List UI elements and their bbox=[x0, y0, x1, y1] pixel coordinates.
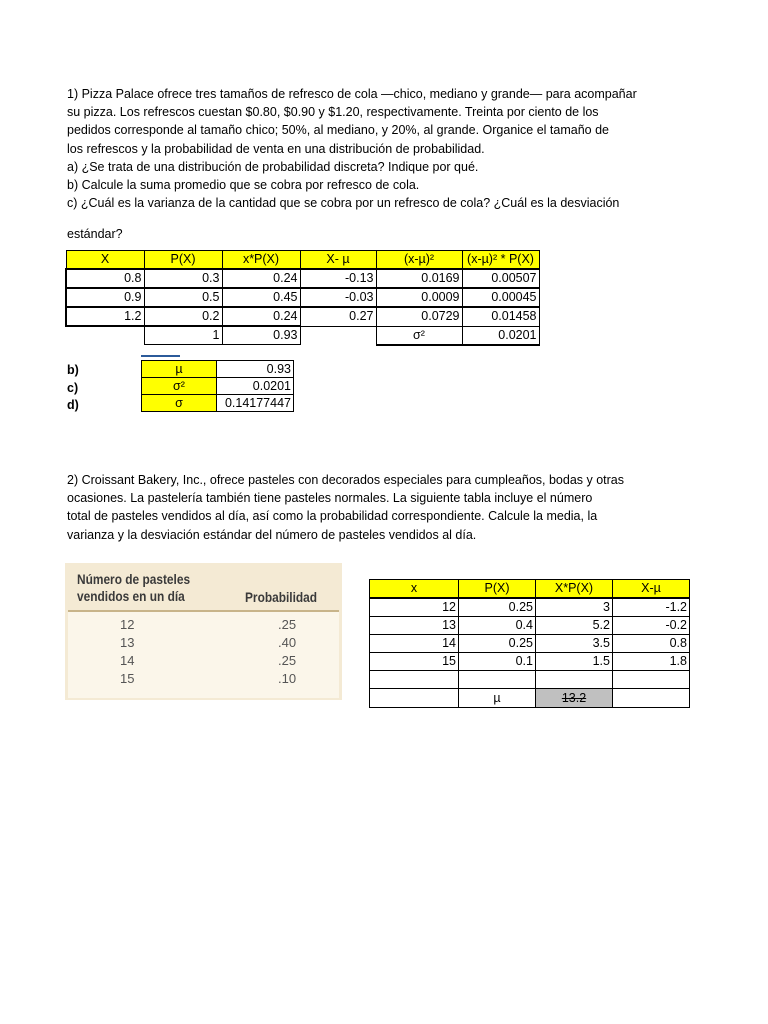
textbook-cell: .40 bbox=[278, 635, 297, 650]
table-cell bbox=[370, 689, 459, 708]
table-cell: 0.8 bbox=[66, 269, 144, 288]
header-cell: X*P(X) bbox=[536, 580, 613, 599]
table-cell: 14 bbox=[370, 635, 459, 653]
table-cell: 0.01458 bbox=[462, 307, 539, 326]
header-cell: X bbox=[66, 251, 144, 270]
mean-value: 13.2 bbox=[536, 689, 613, 708]
table-row bbox=[370, 653, 690, 671]
header-cell: X-µ bbox=[613, 580, 690, 599]
table-cell bbox=[613, 689, 690, 708]
textbook-cell: 15 bbox=[120, 671, 135, 686]
table-cell: 0.8 bbox=[613, 635, 690, 653]
summary-symbol: σ bbox=[142, 395, 217, 412]
summary-symbol: µ bbox=[142, 361, 217, 378]
table-cell: 0.24 bbox=[222, 307, 300, 326]
problem1-line: b) Calcule la suma promedio que se cobra por refresco de cola. bbox=[67, 178, 420, 193]
problem2-statement bbox=[67, 471, 624, 544]
header-cell: P(X) bbox=[144, 251, 222, 270]
table-cell bbox=[459, 671, 536, 689]
sigma-squared-value: 0.0201 bbox=[462, 326, 539, 345]
summary-row bbox=[142, 395, 294, 412]
problem2-line: total de pasteles vendidos al día, así como la probabilidad correspondiente. Calcule la media, la bbox=[67, 509, 598, 524]
textbook-cell: .10 bbox=[278, 671, 297, 686]
problem1-line: c) ¿Cuál es la varianza de la cantidad que se cobra por un refresco de cola? ¿Cuál es la desviación bbox=[67, 196, 620, 211]
problem1-line: 1) Pizza Palace ofrece tres tamaños de refresco de cola —chico, mediano y grande— para acompañar bbox=[67, 87, 637, 101]
header-cell: P(X) bbox=[459, 580, 536, 599]
summary-top-rule bbox=[141, 355, 180, 357]
problem1-line: los refrescos y la probabilidad de venta en una distribución de probabilidad. bbox=[67, 141, 485, 156]
textbook-header-line: vendidos en un día bbox=[77, 588, 185, 604]
header-cell: x*P(X) bbox=[222, 251, 300, 270]
textbook-header-count bbox=[77, 571, 190, 605]
table-header-row bbox=[370, 580, 690, 599]
summary-symbol: σ² bbox=[142, 378, 217, 395]
header-cell: (x-µ)² * P(X) bbox=[462, 251, 539, 270]
textbook-probability-column bbox=[278, 616, 296, 688]
answer-label: d) bbox=[67, 398, 79, 412]
table-cell: 1.5 bbox=[536, 653, 613, 671]
table-cell bbox=[370, 671, 459, 689]
table-cell: 0.0729 bbox=[376, 307, 462, 326]
problem1-line: su pizza. Los refrescos cuestan $0.80, $0.90 y $1.20, respectivamente. Treinta por ciento de los bbox=[67, 105, 599, 120]
table-cell: -1.2 bbox=[613, 598, 690, 617]
table-cell: 0.9 bbox=[66, 288, 144, 307]
problem1-line: pedidos corresponde al tamaño chico; 50%, al mediano, y 20%, al grande. Organice el tamaño de bbox=[67, 123, 609, 138]
summary-value: 0.14177447 bbox=[217, 395, 294, 412]
problem2-line: 2) Croissant Bakery, Inc., ofrece pasteles con decorados especiales para cumpleaños, bodas y otras bbox=[67, 473, 625, 487]
table-cell: -0.2 bbox=[613, 617, 690, 635]
table-cell: -0.03 bbox=[300, 288, 376, 307]
table-cell: 1.8 bbox=[613, 653, 690, 671]
table-cell: 0.0169 bbox=[376, 269, 462, 288]
answer-label: c) bbox=[67, 380, 79, 395]
header-cell: X- µ bbox=[300, 251, 376, 270]
problem1-line: a) ¿Se trata de una distribución de probabilidad discreta? Indique por qué. bbox=[67, 159, 479, 174]
sum-xp-cell: 0.93 bbox=[222, 326, 300, 345]
table-cell: 0.24 bbox=[222, 269, 300, 288]
table-mean-row bbox=[370, 689, 690, 708]
textbook-cell: .25 bbox=[278, 653, 297, 668]
table-cell: -0.13 bbox=[300, 269, 376, 288]
table-cell: 0.25 bbox=[459, 598, 536, 617]
table-cell bbox=[613, 671, 690, 689]
table-row bbox=[370, 617, 690, 635]
sigma-squared-label: σ² bbox=[376, 326, 462, 345]
table-cell: 15 bbox=[370, 653, 459, 671]
mean-label: µ bbox=[459, 689, 536, 708]
textbook-cell: .25 bbox=[278, 617, 297, 632]
problem2-line: ocasiones. La pastelería también tiene pasteles normales. La siguiente tabla incluye el número bbox=[67, 491, 593, 506]
table-cell: 0.5 bbox=[144, 288, 222, 307]
table-header-row bbox=[66, 251, 539, 270]
textbook-header-probability: Probabilidad bbox=[245, 589, 318, 605]
header-cell: x bbox=[370, 580, 459, 599]
textbook-count-column bbox=[120, 616, 134, 688]
table-row bbox=[370, 635, 690, 653]
probability-table-1 bbox=[65, 250, 540, 346]
answer-labels bbox=[67, 362, 79, 415]
summary-value: 0.93 bbox=[217, 361, 294, 378]
probability-table-2 bbox=[369, 579, 690, 708]
summary-row bbox=[142, 378, 294, 395]
table-cell: 3.5 bbox=[536, 635, 613, 653]
table-cell: 0.45 bbox=[222, 288, 300, 307]
table-cell: 0.25 bbox=[459, 635, 536, 653]
problem2-line: varianza y la desviación estándar del número de pasteles vendidos al día. bbox=[67, 527, 477, 542]
table-cell: 3 bbox=[536, 598, 613, 617]
problem1-last-line: estándar? bbox=[67, 227, 123, 241]
textbook-cell: 14 bbox=[120, 653, 135, 668]
table-cell: 0.00507 bbox=[462, 269, 539, 288]
textbook-cell: 13 bbox=[120, 635, 135, 650]
table-cell bbox=[536, 671, 613, 689]
answer-label: b) bbox=[67, 363, 79, 377]
sum-p-cell: 1 bbox=[144, 326, 222, 345]
table-sum-row bbox=[66, 326, 539, 345]
table-row bbox=[66, 307, 539, 326]
summary-value: 0.0201 bbox=[217, 378, 294, 395]
table-row bbox=[66, 288, 539, 307]
table-row bbox=[370, 598, 690, 617]
table-cell: 0.27 bbox=[300, 307, 376, 326]
summary-row bbox=[142, 361, 294, 378]
table-cell: 0.3 bbox=[144, 269, 222, 288]
table-cell: 1.2 bbox=[66, 307, 144, 326]
textbook-table-body bbox=[68, 612, 339, 698]
table-row bbox=[66, 269, 539, 288]
textbook-header-line: Número de pasteles bbox=[77, 571, 191, 587]
table-cell bbox=[66, 326, 144, 345]
textbook-cell: 12 bbox=[120, 617, 135, 632]
table-cell: 0.0009 bbox=[376, 288, 462, 307]
table-cell: 12 bbox=[370, 598, 459, 617]
table-cell: 0.1 bbox=[459, 653, 536, 671]
table-row bbox=[370, 671, 690, 689]
textbook-table-image bbox=[65, 563, 342, 700]
table-cell: 5.2 bbox=[536, 617, 613, 635]
table-cell bbox=[300, 326, 376, 345]
table-cell: 0.4 bbox=[459, 617, 536, 635]
table-cell: 0.2 bbox=[144, 307, 222, 326]
header-cell: (x-µ)² bbox=[376, 251, 462, 270]
table-cell: 13 bbox=[370, 617, 459, 635]
problem1-statement bbox=[67, 85, 637, 212]
summary-table bbox=[141, 360, 294, 412]
table-cell: 0.00045 bbox=[462, 288, 539, 307]
